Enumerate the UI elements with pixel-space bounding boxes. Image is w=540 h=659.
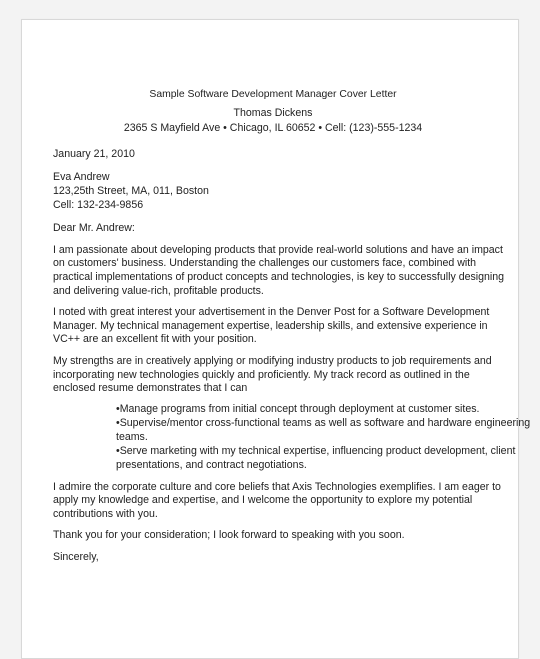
paragraph-3 <box>53 355 493 396</box>
strengths-list <box>53 402 531 473</box>
paragraph-line: on customers' business. Understanding the challenges our customers face, combined with <box>53 257 477 270</box>
paragraph-2 <box>53 306 493 347</box>
paragraph-line: apply my knowledge and expertise, and I welcome the opportunity to explore my potential <box>53 494 473 507</box>
paragraph-line: I admire the corporate culture and core beliefs that Axis Technologies exemplifies. I am eager to <box>53 480 501 493</box>
sender-name: Thomas Dickens <box>233 106 313 119</box>
document-page <box>21 19 531 659</box>
list-item <box>116 417 531 444</box>
recipient-name: Eva Andrew <box>53 171 110 184</box>
paragraph-line: Manager. My technical management expertise, leadership skills, and extensive experience in <box>53 319 488 332</box>
sender-contact: 2365 S Mayfield Ave • Chicago, IL 60652 • Cell: (123)-555-1234 <box>123 122 423 135</box>
sign-off: Sincerely, <box>53 551 99 564</box>
salutation: Dear Mr. Andrew: <box>53 222 135 235</box>
paragraph-4 <box>53 480 501 522</box>
list-item-line: •Supervise/mentor cross-functional teams as well as software and hardware engineering <box>116 417 531 430</box>
paragraph-line: I am passionate about developing products that provide real-world solutions and have an impact <box>53 243 503 256</box>
paragraph-line: My strengths are in creatively applying or modifying industry products to job requirements and <box>53 354 492 367</box>
paragraph-1 <box>53 243 505 298</box>
paragraph-line: incorporating new technologies quickly and proficiently. My track record as outlined in the <box>53 368 470 381</box>
list-item <box>116 445 516 472</box>
list-item-line: •Manage programs from initial concept through deployment at customer sites. <box>116 402 480 415</box>
letter-date: January 21, 2010 <box>53 147 135 160</box>
letter-body <box>53 20 531 565</box>
paragraph-line: contributions with you. <box>53 507 158 520</box>
paragraph-line: VC++ are an excellent fit with your position. <box>53 333 257 346</box>
paragraph-line: and delivering value-rich, profitable products. <box>53 284 264 297</box>
recipient-address: 123,25th Street, MA, 011, Boston <box>53 184 209 197</box>
list-item <box>116 403 493 417</box>
list-item-line: •Serve marketing with my technical expertise, influencing product development, client <box>116 445 516 458</box>
paragraph-line: enclosed resume demonstrates that I can <box>53 382 248 395</box>
paragraph-line: I noted with great interest your advertisement in the Denver Post for a Software Development <box>53 306 490 319</box>
recipient-block <box>53 171 493 212</box>
recipient-cell: Cell: 132-234-9856 <box>53 198 144 211</box>
paragraph-line: practical implementations of product concepts and technologies, is key to successfully designing <box>53 270 505 283</box>
list-item-line: presentations, and contract negotiations. <box>116 459 307 472</box>
closing-line: Thank you for your consideration; I look forward to speaking with you soon. <box>53 529 405 542</box>
list-item-line: teams. <box>116 430 148 443</box>
letter-header <box>53 88 493 136</box>
letter-title: Sample Software Development Manager Cover Letter <box>149 89 397 100</box>
